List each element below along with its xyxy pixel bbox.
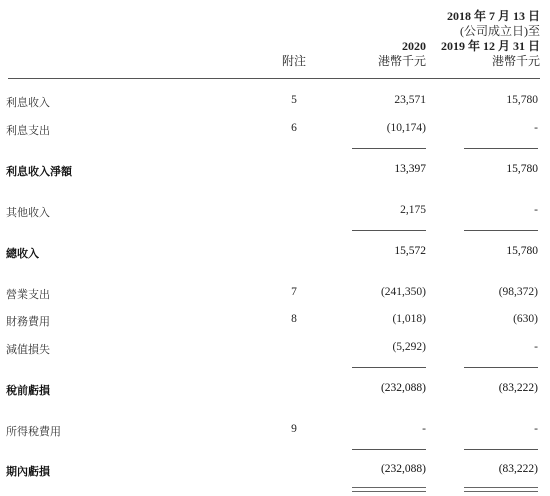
total-double-rule-2019 — [464, 487, 538, 492]
row-value-2020: (5,292) — [392, 341, 426, 353]
row-value-2019: 15,780 — [506, 94, 538, 106]
row-label: 減值損失 — [6, 343, 50, 356]
subtotal-rule-2020 — [352, 230, 426, 231]
row-label: 總收入 — [6, 247, 39, 260]
row-note: 8 — [291, 313, 297, 325]
row-label: 稅前虧損 — [6, 384, 50, 397]
row-label: 期內虧損 — [6, 465, 50, 478]
row-value-2019: (98,372) — [498, 286, 538, 298]
row-value-2020: (1,018) — [392, 313, 426, 325]
row-value-2020: (241,350) — [380, 286, 426, 298]
subtotal-rule-2019 — [464, 449, 538, 450]
subtotal-rule-2020 — [352, 449, 426, 450]
header-2019-line2: (公司成立日)至 — [460, 24, 540, 38]
row-label: 營業支出 — [6, 288, 50, 301]
subtotal-rule-2020 — [352, 148, 426, 149]
row-value-2019: 15,780 — [506, 245, 538, 257]
row-note: 9 — [291, 423, 297, 435]
row-value-2020: 15,572 — [394, 245, 426, 257]
header-2019-line3: 2019 年 12 月 31 日 — [440, 39, 540, 53]
header-note: 附注 — [281, 54, 306, 68]
header-divider — [8, 78, 540, 79]
row-value-2019: - — [534, 423, 538, 435]
row-value-2019: - — [534, 122, 538, 134]
row-value-2019: (630) — [513, 313, 538, 325]
row-label: 財務費用 — [6, 315, 50, 328]
row-label: 其他收入 — [6, 206, 50, 219]
row-label: 利息收入淨額 — [6, 165, 72, 178]
total-double-rule-2020 — [352, 487, 426, 492]
row-value-2019: (83,222) — [498, 382, 538, 394]
subtotal-rule-2020 — [352, 367, 426, 368]
row-value-2019: - — [534, 341, 538, 353]
subtotal-rule-2019 — [464, 148, 538, 149]
row-value-2020: (10,174) — [386, 122, 426, 134]
row-label: 利息支出 — [6, 124, 50, 137]
subtotal-rule-2019 — [464, 230, 538, 231]
row-value-2020: (232,088) — [380, 382, 426, 394]
row-value-2020: - — [422, 423, 426, 435]
header-2020-unit: 港幣千元 — [377, 54, 426, 68]
header-2020-year: 2020 — [402, 39, 426, 53]
row-value-2020: 23,571 — [394, 94, 426, 106]
row-label: 所得稅費用 — [6, 425, 61, 438]
row-label: 利息收入 — [6, 96, 50, 109]
row-note: 7 — [291, 286, 297, 298]
row-value-2020: 2,175 — [400, 204, 426, 216]
row-note: 5 — [291, 94, 297, 106]
header-2019-line1: 2018 年 7 月 13 日 — [446, 9, 540, 23]
row-value-2020: (232,088) — [380, 463, 426, 475]
row-value-2019: - — [534, 204, 538, 216]
row-value-2019: (83,222) — [498, 463, 538, 475]
header-2019-unit: 港幣千元 — [491, 54, 540, 68]
subtotal-rule-2019 — [464, 367, 538, 368]
row-note: 6 — [291, 122, 297, 134]
row-value-2019: 15,780 — [506, 163, 538, 175]
row-value-2020: 13,397 — [394, 163, 426, 175]
